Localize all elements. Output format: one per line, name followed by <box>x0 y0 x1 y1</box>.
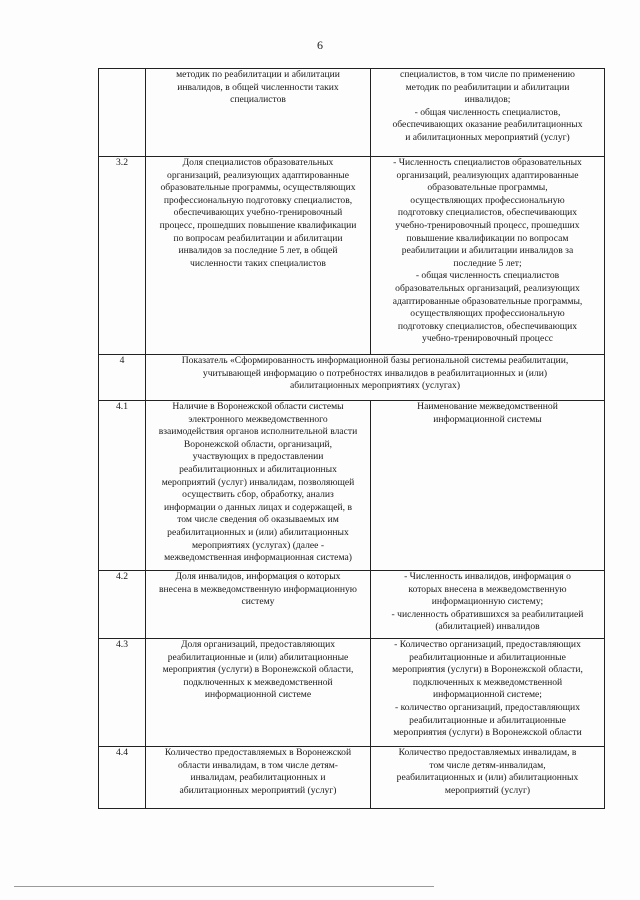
source-data-text-line: информационную систему; <box>431 596 544 608</box>
source-data-text-line: осуществляющих профессиональную <box>410 194 565 206</box>
indicator-text-line: реабилитационных и абилитационных <box>179 463 337 475</box>
source-data-text-line: образовательные программы, <box>427 182 548 194</box>
indicator-text-line: по вопросам реабилитации и абилитации <box>173 232 343 244</box>
table-row <box>99 355 605 401</box>
indicator-text-line: инвалидов за последние 5 лет, в общей <box>178 245 338 257</box>
source-data-cell <box>371 639 605 747</box>
source-data-text-line: - общая численность специалистов, <box>414 106 561 118</box>
source-data-text-line: мероприятия (услуги) в Воронежской области, <box>392 664 583 676</box>
table-row <box>99 69 605 157</box>
source-data-text-line: методик по реабилитации и абилитации <box>405 81 570 93</box>
source-data-text-line: обеспечивающих оказание реабилитационных <box>392 119 583 131</box>
source-data-text-line: реабилитационных и (или) абилитационных <box>396 772 579 784</box>
table-row <box>99 747 605 809</box>
source-data-text-line: информационной системы <box>433 413 542 425</box>
source-data-text-line: подготовку специалистов, обеспечивающих <box>397 207 578 219</box>
table-row <box>99 639 605 747</box>
indicator-text-line: Доля инвалидов, информация о которых <box>175 571 341 582</box>
indicator-text-line: том числе сведения об оказываемых им <box>177 514 339 526</box>
indicator-cell <box>146 401 371 571</box>
row-number: 4.2 <box>99 571 146 639</box>
indicator-cell <box>146 639 371 747</box>
source-data-text-line: (абилитацией) инвалидов <box>435 621 540 633</box>
indicator-text-line: Наличие в Воронежской области системы <box>172 401 344 412</box>
indicator-text-line: реабилитационные и (или) абилитационные <box>167 651 349 663</box>
source-data-text-line: которых внесена в межведомственную <box>408 583 567 595</box>
source-data-cell <box>371 157 605 355</box>
source-data-text-line: том числе детям-инвалидам, <box>429 759 546 771</box>
source-data-text-line: инвалидов; <box>464 94 511 106</box>
source-data-text-line: - Количество организаций, предоставляющих <box>394 639 581 650</box>
row-number: 4.3 <box>99 639 146 747</box>
source-data-text-line: подготовку специалистов, обеспечивающих <box>397 320 578 332</box>
source-data-text-line: - численность обратившихся за реабилитацией <box>391 608 584 620</box>
source-data-text-line: и абилитационных мероприятий (услуг) <box>405 131 570 143</box>
indicator-text-line: образовательные программы, осуществляющих <box>160 182 356 194</box>
source-data-cell <box>371 401 605 571</box>
indicator-text-line: численности таких специалистов <box>190 257 326 269</box>
indicator-text-line: Доля специалистов образовательных <box>182 157 334 168</box>
source-data-cell <box>371 571 605 639</box>
indicator-text-line: систему <box>241 596 275 608</box>
indicator-text-line: информации о данных лицах и содержащей, в <box>164 501 352 513</box>
indicator-cell <box>146 747 371 809</box>
indicator-text-line: учитывающей информацию о потребностях инвалидов в реабилитационных и (или) <box>202 367 548 379</box>
section-heading-cell <box>146 355 605 401</box>
indicators-table-body <box>99 69 605 809</box>
indicator-cell <box>146 69 371 157</box>
page-number: 6 <box>317 38 323 52</box>
source-data-text-line: повышение квалификации по вопросам <box>406 232 569 244</box>
indicator-text-line: Доля организаций, предоставляющих <box>180 639 335 650</box>
indicator-text-line: Воронежской области, организаций, <box>183 438 333 450</box>
indicator-text-line: Количество предоставляемых в Воронежской <box>164 747 352 758</box>
source-data-text-line: - общая численность специалистов <box>415 270 560 282</box>
indicator-text-line: внесена в межведомственную информационную <box>159 583 357 595</box>
source-data-text-line: реабилитационные и абилитационные <box>409 714 566 726</box>
row-number: 4 <box>99 355 146 401</box>
source-data-text-line: адаптированные образовательные программы, <box>392 295 583 307</box>
indicator-text-line: области инвалидам, в том числе детям- <box>177 759 339 771</box>
source-data-cell <box>371 69 605 157</box>
indicator-text-line: взаимодействия органов исполнительной власти <box>158 426 358 438</box>
source-data-text-line: учебно-тренировочный процесс, прошедших <box>395 219 580 231</box>
indicator-text-line: мероприятий (услуг) инвалидам, позволяющей <box>161 476 355 488</box>
source-data-text-line: мероприятий (услуг) <box>444 784 531 796</box>
source-data-text-line: специалистов, в том числе по применению <box>400 69 575 80</box>
source-data-text-line: учебно-тренировочный процесс <box>422 333 553 345</box>
source-data-text-line: образовательных организаций, реализующих <box>395 282 580 294</box>
source-data-text-line: информационной системе; <box>433 689 542 701</box>
table-row <box>99 571 605 639</box>
source-data-text-line: Наименование межведомственной <box>417 401 558 412</box>
indicators-table <box>98 68 605 809</box>
indicator-text-line: абилитационных мероприятий (услуг) <box>179 784 337 796</box>
indicator-text-line: процесс, прошедших повышение квалификации <box>159 219 357 231</box>
row-number: 4.1 <box>99 401 146 571</box>
source-data-text-line: реабилитационные и абилитационные <box>409 651 566 663</box>
indicator-text-line: подключенных к межведомственной <box>183 676 333 688</box>
source-data-text-line: осуществляющих профессиональную <box>410 308 565 320</box>
row-number: 4.4 <box>99 747 146 809</box>
indicator-text-line: организаций, реализующих адаптированные <box>167 169 349 181</box>
indicator-text-line: осуществить сбор, обработку, анализ <box>182 489 334 501</box>
indicator-cell <box>146 571 371 639</box>
indicator-text-line: электронного межведомственного <box>188 413 328 425</box>
source-data-text-line: Количество предоставляемых инвалидам, в <box>398 747 577 758</box>
indicator-text-line: информационной системе <box>204 689 312 701</box>
indicator-text-line: реабилитационных и (или) абилитационных <box>167 526 349 538</box>
indicator-text-line: инвалидам, реабилитационных и <box>190 772 326 784</box>
source-data-text-line: организаций, реализующих адаптированные <box>396 169 579 181</box>
indicator-text-line: Показатель «Сформированность информационной базы региональной системы реабилитации, <box>181 355 569 366</box>
source-data-text-line: мероприятия (услуги) в Воронежской области <box>393 727 582 739</box>
source-data-text-line: - Численность специалистов образовательных <box>393 157 582 168</box>
indicator-cell <box>146 157 371 355</box>
source-data-cell <box>371 747 605 809</box>
footer-rule <box>14 886 434 887</box>
indicator-text-line: межведомственная информационная система) <box>164 552 352 564</box>
indicator-text-line: профессиональную подготовку специалистов, <box>163 194 353 206</box>
indicator-text-line: мероприятия (услуги) в Воронежской области, <box>162 664 354 676</box>
row-number: 3.2 <box>99 157 146 355</box>
indicator-text-line: специалистов <box>230 94 286 106</box>
indicator-text-line: методик по реабилитации и абилитации <box>176 69 340 80</box>
source-data-text-line: подключенных к межведомственной <box>412 676 563 688</box>
indicator-text-line: обеспечивающих учебно-тренировочный <box>173 207 343 219</box>
indicator-text-line: инвалидов, в общей численности таких <box>177 81 339 93</box>
source-data-text-line: реабилитации и абилитации инвалидов за <box>401 245 574 257</box>
table-row <box>99 401 605 571</box>
row-number <box>99 69 146 157</box>
indicator-text-line: абилитационных мероприятиях (услугах) <box>289 380 461 392</box>
source-data-text-line: - количество организаций, предоставляющих <box>395 701 580 713</box>
source-data-text-line: - Численность инвалидов, информация о <box>404 571 571 582</box>
indicator-text-line: мероприятиях (услугах) (далее - <box>191 539 325 551</box>
table-row <box>99 157 605 355</box>
source-data-text-line: последние 5 лет; <box>453 257 522 269</box>
indicator-text-line: участвующих в предоставлении <box>192 451 324 463</box>
